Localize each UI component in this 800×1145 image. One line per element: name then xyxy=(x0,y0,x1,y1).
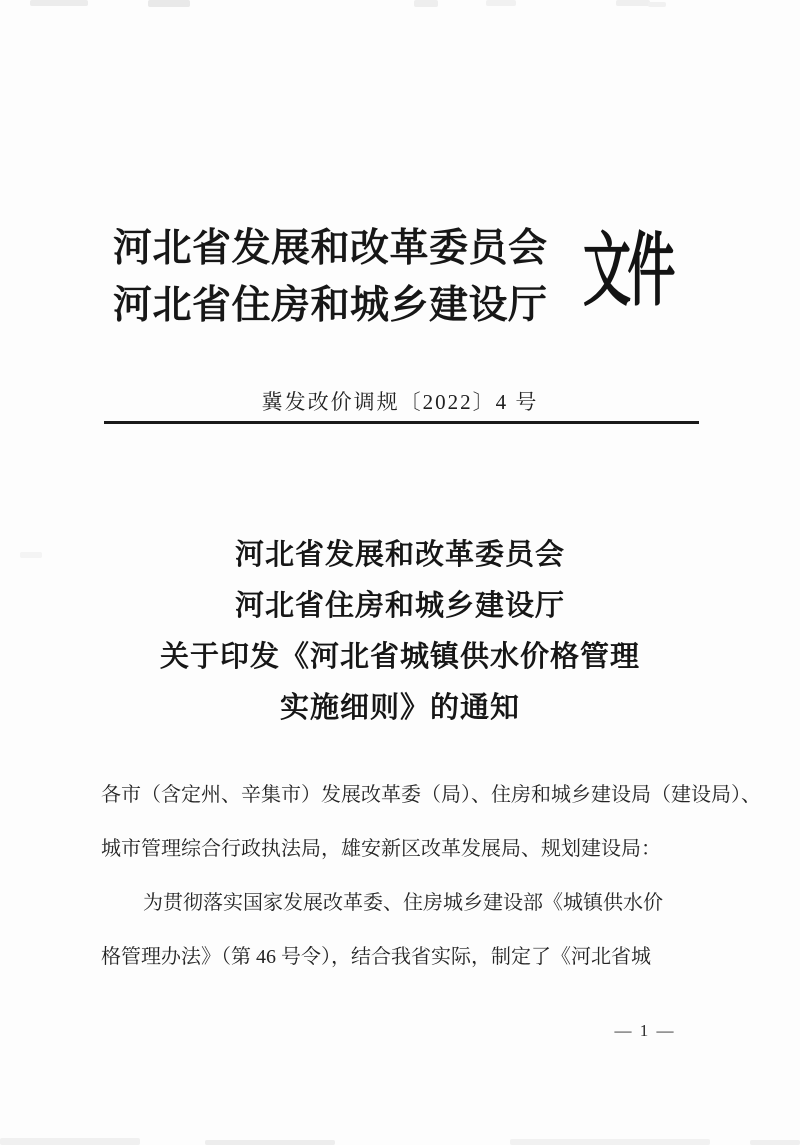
scan-artifact xyxy=(414,0,438,7)
paragraph-line: 为贯彻落实国家发展改革委、住房城乡建设部《城镇供水价 xyxy=(143,892,663,914)
scan-artifact xyxy=(205,1140,335,1145)
letterhead-org-line1: 河北省发展和改革委员会 xyxy=(113,227,548,270)
addressee-line: 城市管理综合行政执法局，雄安新区改革发展局、规划建设局： xyxy=(101,838,661,860)
document-title xyxy=(0,530,800,734)
letterhead-rule-line xyxy=(104,421,699,424)
addressee-line: 各市（含定州、辛集市）发展改革委（局）、住房和城乡建设局（建设局）、 xyxy=(101,784,761,806)
scan-artifact xyxy=(148,0,190,7)
scan-artifact xyxy=(30,0,88,6)
scan-artifact xyxy=(0,1138,140,1145)
scan-artifact xyxy=(616,0,650,6)
paragraph-line: 格管理办法》（第 46 号令），结合我省实际，制定了《河北省城 xyxy=(101,946,651,968)
page-number: — 1 — xyxy=(614,1021,676,1040)
letterhead-doc-type-label: 文件 xyxy=(583,228,672,316)
scan-artifact xyxy=(486,0,516,6)
letterhead-org-names xyxy=(113,220,548,334)
document-title-line: 河北省发展和改革委员会 xyxy=(234,539,565,571)
document-title-line: 关于印发《河北省城镇供水价格管理 xyxy=(159,641,640,673)
letterhead-org-line2: 河北省住房和城乡建设厅 xyxy=(113,284,548,327)
scan-artifact xyxy=(510,1139,710,1145)
scan-artifact xyxy=(648,2,666,7)
document-title-line: 河北省住房和城乡建设厅 xyxy=(234,590,565,622)
scan-artifact xyxy=(750,1140,800,1145)
document-title-line: 实施细则》的通知 xyxy=(279,692,520,724)
document-reference-number: 冀发改价调规〔2022〕4 号 xyxy=(261,390,539,414)
document-body xyxy=(101,768,761,984)
